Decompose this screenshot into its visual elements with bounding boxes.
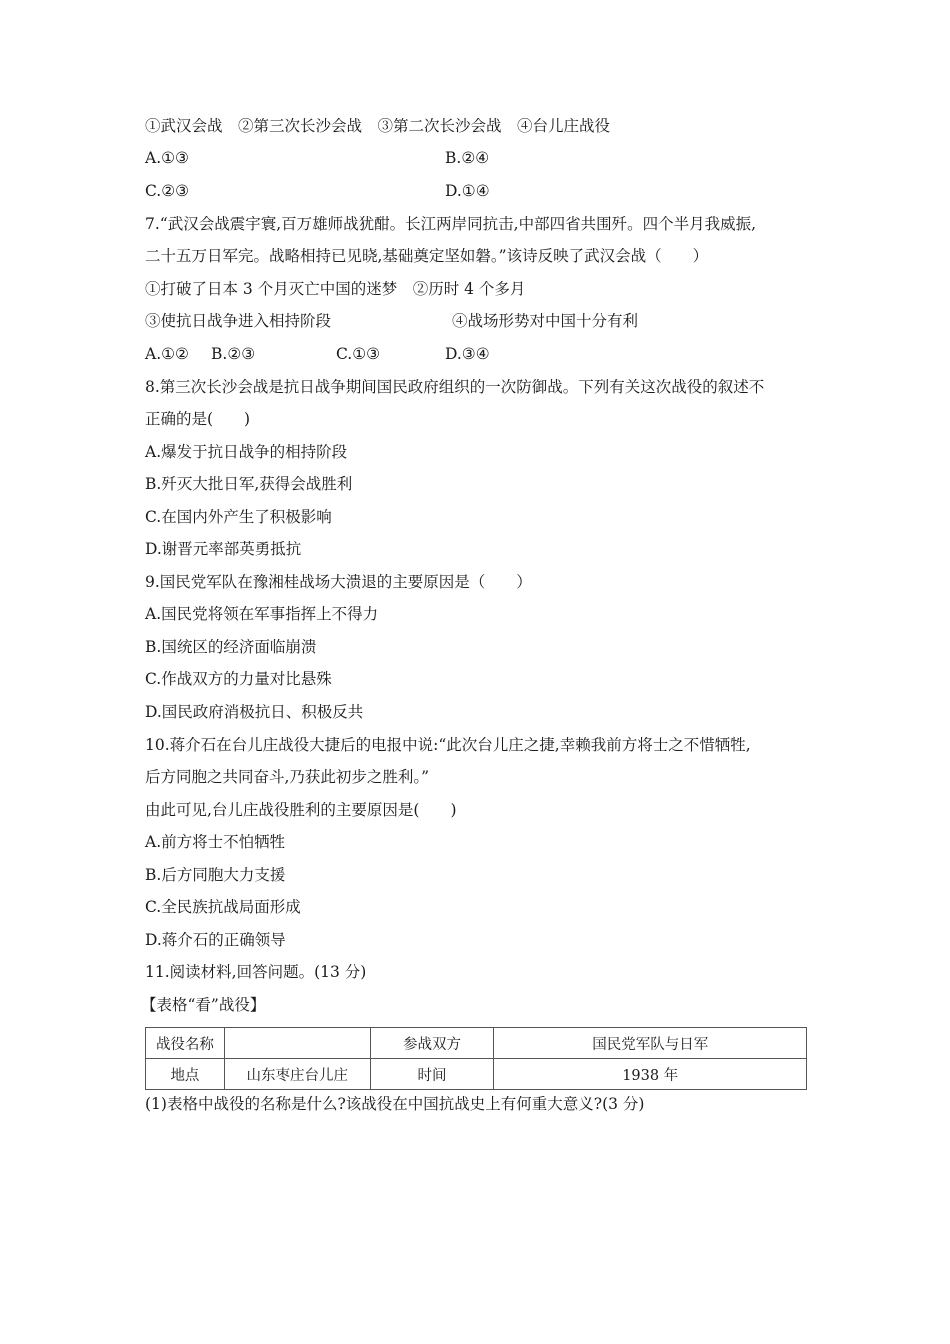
q9-option-b[interactable]: B.国统区的经济面临崩溃 bbox=[145, 638, 317, 656]
q6-option-row-2 bbox=[145, 181, 490, 201]
q7-item-3: ③使抗日战争进入相持阶段 bbox=[145, 312, 332, 330]
q7-option-d[interactable]: D.③④ bbox=[445, 345, 490, 363]
table-cell: 战役名称 bbox=[146, 1028, 225, 1059]
q7-item-row bbox=[145, 311, 639, 331]
q6-option-row-1 bbox=[145, 148, 490, 168]
q10-stem-line-1: 10.蒋介石在台儿庄战役大捷后的电报中说:“此次台儿庄之捷,幸赖我前方将士之不惜牺牲, bbox=[145, 736, 751, 754]
q11-stem: 11.阅读材料,回答问题。(13 分) bbox=[145, 963, 367, 981]
table-cell-answer-blank bbox=[224, 1028, 370, 1059]
battle-table bbox=[145, 1027, 807, 1090]
q7-stem-line-1: 7.“武汉会战震宇寰,百万雄师战犹酣。长江两岸同抗击,中部四省共围歼。四个半月我威振, bbox=[145, 215, 756, 233]
q11-sub-question-1: (1)表格中战役的名称是什么?该战役在中国抗战史上有何重大意义?(3 分) bbox=[145, 1095, 645, 1113]
q10-stem-line-3: 由此可见,台儿庄战役胜利的主要原因是( ) bbox=[145, 801, 457, 819]
q6-option-d[interactable]: D.①④ bbox=[445, 182, 490, 200]
table-cell: 山东枣庄台儿庄 bbox=[224, 1059, 370, 1090]
q10-option-a[interactable]: A.前方将士不怕牺牲 bbox=[145, 833, 286, 851]
q6-option-b[interactable]: B.②④ bbox=[445, 149, 490, 167]
q8-stem-line-1: 8.第三次长沙会战是抗日战争期间国民政府组织的一次防御战。下列有关这次战役的叙述不 bbox=[145, 378, 765, 396]
q11-section-title: 【表格“看”战役】 bbox=[141, 996, 266, 1014]
q10-option-b[interactable]: B.后方同胞大力支援 bbox=[145, 866, 286, 884]
q6-option-c[interactable]: C.②③ bbox=[145, 182, 190, 200]
table-row bbox=[146, 1059, 807, 1090]
q10-option-c[interactable]: C.全民族抗战局面形成 bbox=[145, 898, 301, 916]
q10-stem-line-2: 后方同胞之共同奋斗,乃获此初步之胜利。” bbox=[145, 768, 430, 786]
q8-option-a[interactable]: A.爆发于抗日战争的相持阶段 bbox=[145, 443, 348, 461]
table-cell: 国民党军队与日军 bbox=[494, 1028, 807, 1059]
q7-item-4: ④战场形势对中国十分有利 bbox=[452, 312, 639, 330]
q10-option-d[interactable]: D.蒋介石的正确领导 bbox=[145, 931, 286, 949]
table-cell: 地点 bbox=[146, 1059, 225, 1090]
q7-item-1: ①打破了日本 3 个月灭亡中国的迷梦 ②历时 4 个多月 bbox=[145, 280, 526, 298]
table-cell: 时间 bbox=[370, 1059, 494, 1090]
q9-stem: 9.国民党军队在豫湘桂战场大溃退的主要原因是（ ） bbox=[145, 573, 532, 591]
q6-items: ①武汉会战 ②第三次长沙会战 ③第二次长沙会战 ④台儿庄战役 bbox=[145, 117, 611, 135]
q9-option-a[interactable]: A.国民党将领在军事指挥上不得力 bbox=[145, 605, 379, 623]
table-cell: 1938 年 bbox=[494, 1059, 807, 1090]
q8-option-b[interactable]: B.歼灭大批日军,获得会战胜利 bbox=[145, 475, 353, 493]
q9-option-d[interactable]: D.国民政府消极抗日、积极反共 bbox=[145, 703, 364, 721]
table-row bbox=[146, 1028, 807, 1059]
table-cell: 参战双方 bbox=[370, 1028, 494, 1059]
q8-option-c[interactable]: C.在国内外产生了积极影响 bbox=[145, 508, 332, 526]
q8-option-d[interactable]: D.谢晋元率部英勇抵抗 bbox=[145, 540, 302, 558]
q7-option-b[interactable]: B.②③ bbox=[211, 345, 256, 363]
q7-stem-line-2: 二十五万日军完。战略相持已见晓,基础奠定坚如磐。”该诗反映了武汉会战（ ） bbox=[145, 247, 709, 265]
q9-option-c[interactable]: C.作战双方的力量对比悬殊 bbox=[145, 670, 332, 688]
q8-stem-line-2: 正确的是( ) bbox=[145, 410, 251, 428]
q7-option-c[interactable]: C.①③ bbox=[336, 345, 381, 363]
q6-option-a[interactable]: A.①③ bbox=[145, 149, 189, 167]
q7-option-row bbox=[145, 344, 490, 364]
q7-option-a[interactable]: A.①② bbox=[145, 345, 189, 363]
